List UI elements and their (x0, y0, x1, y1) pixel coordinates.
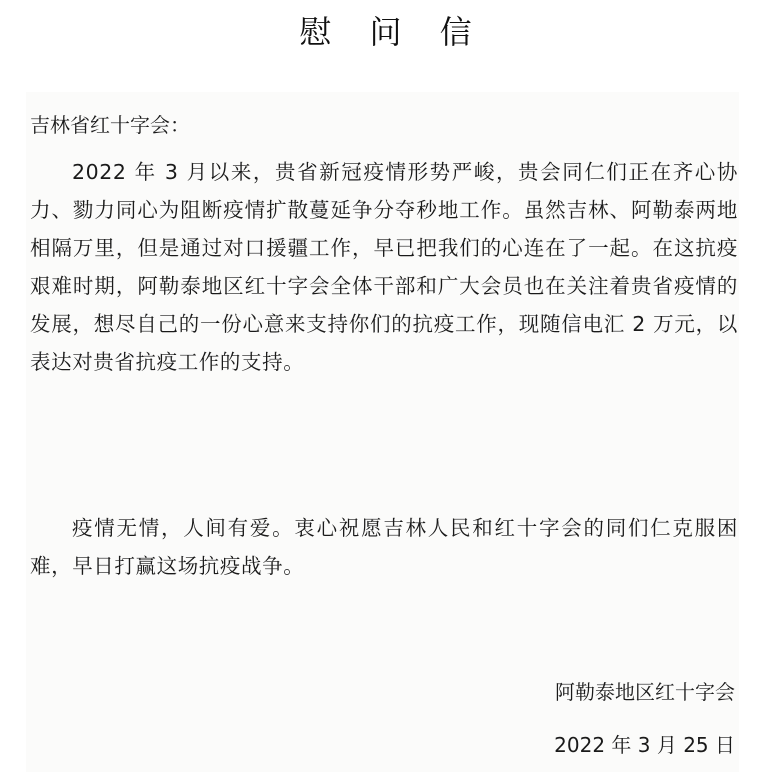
letter-title: 慰 问 信 (299, 13, 486, 51)
body-paragraph-2: 疫情无情，人间有爱。衷心祝愿吉林人民和红十字会的同们仁克服困难，早日打赢这场抗疫战争。 (30, 516, 738, 578)
signature: 阿勒泰地区红十字会 (555, 680, 735, 704)
letter-date: 2022 年 3 月 25 日 (554, 733, 735, 757)
salutation: 吉林省红十字会： (30, 113, 190, 137)
body-paragraph-1: 2022 年 3 月以来，贵省新冠疫情形势严峻，贵会同仁们正在齐心协力、勠力同心为阻断疫情扩散蔓延争分夺秒地工作。虽然吉林、阿勒泰两地相隔万里，但是通过对口援疆工作，早已把我们的心连在了一起。在这抗疫艰难时期，阿勒泰地区红十字会全体干部和广大会员也在关注着贵省疫情的发展，想尽自己的一份心意来支持你们的抗疫工作，现随信电汇 2 万元，以表达对贵省抗疫工作的支持。 (30, 160, 738, 374)
